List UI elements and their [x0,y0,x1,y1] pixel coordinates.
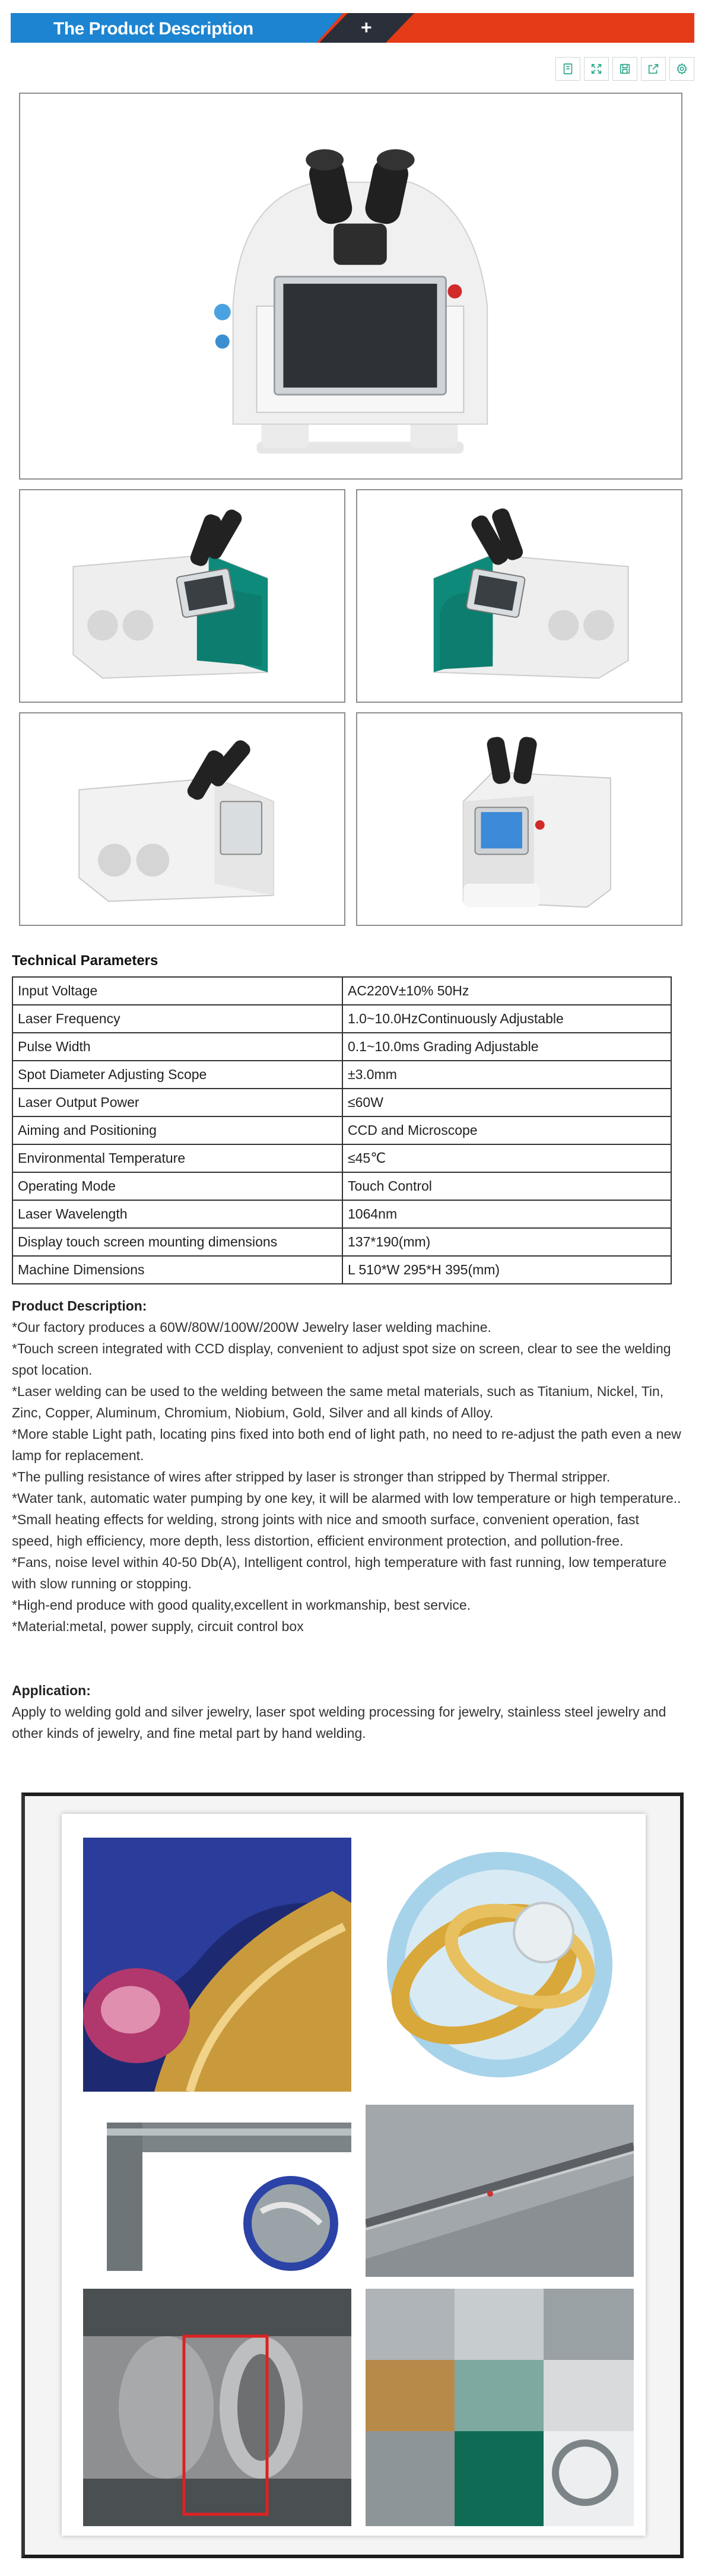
application-label: Application: [12,1683,91,1698]
section-header-banner [11,13,694,43]
spec-value: CCD and Microscope [342,1116,671,1144]
collage-inner [62,1814,646,2536]
spec-name: Display touch screen mounting dimensions [12,1228,342,1256]
spec-name: Pulse Width [12,1033,342,1061]
description-line: *Our factory produces a 60W/80W/100W/200W Jewelry laser welding machine. [12,1319,491,1335]
collage-tile-gold-ring [83,1838,351,2092]
save-icon[interactable] [612,57,637,81]
product-image-front-view[interactable] [356,712,682,926]
image-toolbar [555,57,694,81]
specs-row [12,1228,671,1256]
product-image-left-view[interactable] [19,489,345,703]
product-image-main[interactable] [19,93,682,480]
spec-value: ≤60W [342,1089,671,1116]
bookmark-icon[interactable] [555,57,580,81]
fullscreen-icon[interactable] [584,57,609,81]
spec-name: Operating Mode [12,1172,342,1200]
spec-value: 137*190(mm) [342,1228,671,1256]
spec-value: 1.0~10.0HzContinuously Adjustable [342,1005,671,1033]
specs-row [12,1061,671,1089]
application-section [12,1680,682,1744]
collage-tile-ring-closeup [366,1838,634,2092]
description-line: *Touch screen integrated with CCD display, convenient to adjust spot size on screen, clear to see the welding spot location. [12,1341,671,1378]
spec-name: Laser Wavelength [12,1200,342,1228]
specs-row [12,1144,671,1172]
application-collage-image[interactable] [21,1793,684,2558]
description-line: *Material:metal, power supply, circuit control box [12,1619,304,1634]
product-description [12,1295,682,1637]
specs-row [12,1089,671,1116]
description-line: *The pulling resistance of wires after stripped by laser is stronger than stripped by Thermal stripper. [12,1469,611,1484]
collage-tile-pipe-joint [83,2289,351,2526]
product-image-right-view[interactable] [356,489,682,703]
specs-row [12,1116,671,1144]
expand-button[interactable]: + [361,17,372,38]
specs-row [12,1005,671,1033]
description-line: *Laser welding can be used to the welding between the same metal materials, such as Titanium, Nickel, Tin, Zinc, Copper, Aluminum, Chromium, Niobium, Gold, Silver and all kinds of Alloy. [12,1384,664,1420]
description-line: *More stable Light path, locating pins fixed into both end of light path, no need to re-adjust the path even a new lamp for replacement. [12,1426,681,1463]
spec-name: Spot Diameter Adjusting Scope [12,1061,342,1089]
specs-table [12,976,672,1284]
description-line: *Small heating effects for welding, strong joints with nice and smooth surface, convenient operation, fast speed, high efficiency, more depth, less distortion, efficient environment protection, and pollution-free. [12,1512,639,1549]
specs-row [12,1172,671,1200]
specs-row [12,977,671,1005]
spec-value: L 510*W 295*H 395(mm) [342,1256,671,1284]
spec-value: 0.1~10.0ms Grading Adjustable [342,1033,671,1061]
specs-row [12,1200,671,1228]
section-title: The Product Description [53,19,253,39]
technical-parameters-title: Technical Parameters [12,953,158,969]
spec-value: 1064nm [342,1200,671,1228]
spec-name: Machine Dimensions [12,1256,342,1284]
spec-value: Touch Control [342,1172,671,1200]
specs-row [12,1256,671,1284]
settings-icon[interactable] [669,57,694,81]
application-text: Apply to welding gold and silver jewelry, laser spot welding processing for jewelry, stainless steel jewelry and other kinds of jewelry, and fine metal part by hand welding. [12,1704,666,1741]
spec-name: Input Voltage [12,977,342,1005]
spec-name: Laser Output Power [12,1089,342,1116]
spec-value: ≤45℃ [342,1144,671,1172]
spec-name: Laser Frequency [12,1005,342,1033]
share-icon[interactable] [641,57,666,81]
collage-tile-steel-weld [366,2105,634,2277]
spec-name: Aiming and Positioning [12,1116,342,1144]
spec-name: Environmental Temperature [12,1144,342,1172]
description-line: *High-end produce with good quality,excellent in workmanship, best service. [12,1597,471,1613]
product-description-label: Product Description: [12,1298,147,1314]
description-line: *Water tank, automatic water pumping by one key, it will be alarmed with low temperature or high temperature.. [12,1490,681,1506]
description-line: *Fans, noise level within 40-50 Db(A), Intelligent control, high temperature with fast running, low temperature with slow running or stopping. [12,1555,667,1591]
spec-value: ±3.0mm [342,1061,671,1089]
collage-tile-industrial-parts [366,2289,634,2526]
product-image-back-view[interactable] [19,712,345,926]
spec-value: AC220V±10% 50Hz [342,977,671,1005]
collage-tile-metal-pipe [83,2105,351,2277]
product-description-lines [12,1316,682,1637]
specs-row [12,1033,671,1061]
